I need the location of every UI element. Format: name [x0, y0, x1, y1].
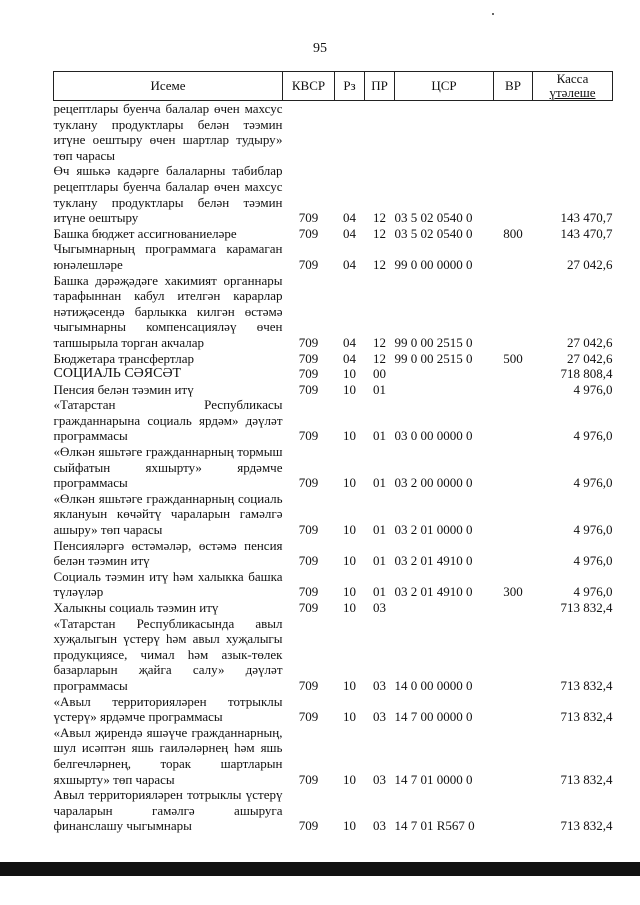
row-kvsr	[283, 101, 335, 164]
row-kvsr: 709	[298, 709, 319, 725]
row-kassa-sum: 27 042,6	[567, 256, 613, 272]
row-vr: 500	[503, 350, 523, 366]
row-name: Пенсия белән тәэмин итү	[53, 381, 194, 397]
row-name: Пенсияләргә өстәмәләр, өстәмә пенсия белән тәэмин итү	[53, 537, 283, 569]
row-csr: 14 7 01 0000 0	[394, 771, 473, 787]
row-kassa-sum: 4 976,0	[573, 522, 613, 538]
table-row	[54, 787, 613, 834]
table-row	[54, 382, 613, 398]
row-name: «Татарстан Республикасы гражданнарына социаль ярдәм» дәүләт программасы	[53, 397, 283, 444]
page-number: 95	[313, 41, 327, 56]
header-name: Исеме	[54, 72, 283, 101]
header-kvsr: КВСР	[283, 72, 335, 101]
table-row	[54, 491, 613, 538]
row-vr	[494, 787, 533, 834]
row-vr	[494, 491, 533, 538]
row-csr	[395, 600, 494, 616]
row-kassa-sum: 27 042,6	[567, 334, 613, 350]
row-vr	[494, 101, 533, 164]
row-vr	[494, 600, 533, 616]
row-kvsr: 709	[298, 522, 319, 538]
row-kvsr: 709	[298, 334, 319, 350]
table-row	[54, 569, 613, 600]
row-name: Халыкны социаль тәэмин итү	[53, 600, 219, 615]
row-vr	[494, 382, 533, 398]
row-vr	[494, 397, 533, 444]
row-pr: 01	[373, 475, 386, 491]
row-name: Социаль тәэмин итү һәм халыкка башка түләүләр	[53, 568, 283, 600]
row-kassa-sum: 4 976,0	[573, 584, 613, 600]
table-row	[54, 616, 613, 694]
row-pr: 12	[373, 256, 386, 272]
row-rz: 10	[343, 428, 356, 444]
row-rz: 04	[343, 256, 356, 272]
row-pr: 12	[373, 334, 386, 350]
row-vr	[494, 616, 533, 694]
row-name: «Өлкән яшьтәге гражданнарның социаль яклануын көчәйтү чараларын гамәлгә ашыру» төп чарасы	[53, 490, 283, 538]
row-name: СОЦИАЛЬ СӘЯСӘТ	[53, 366, 182, 382]
row-csr: 99 0 00 2515 0	[394, 350, 473, 366]
row-pr: 12	[373, 210, 386, 226]
row-rz: 10	[343, 553, 356, 569]
header-row	[54, 72, 613, 101]
row-csr: 03 2 01 0000 0	[394, 522, 473, 538]
row-vr	[494, 725, 533, 787]
header-kassa-bottom: үтәлеше	[549, 85, 596, 100]
row-vr	[494, 538, 533, 569]
row-csr: 14 0 00 0000 0	[394, 677, 473, 693]
header-kassa	[533, 72, 613, 101]
row-pr: 01	[373, 584, 386, 600]
row-csr: 03 2 01 4910 0	[394, 584, 473, 600]
table-body	[54, 101, 613, 834]
row-name: «Авыл җирендә яшәүче гражданнарның, шул исәптән яшь гаиләләрнең һәм яшь белгечләрнең, торак шартларын яхшырту» төп чарасы	[53, 724, 283, 787]
row-rz	[335, 101, 365, 164]
row-rz: 10	[343, 709, 356, 725]
header-vr: ВР	[494, 72, 533, 101]
row-kassa-sum: 4 976,0	[573, 475, 613, 491]
table-row	[54, 366, 613, 382]
row-kassa-sum: 713 832,4	[560, 600, 613, 615]
row-kassa-sum: 4 976,0	[573, 381, 613, 397]
row-name: Авыл территорияләрен тотрыклы үстерү чараларын гамәлгә ашыруга финанслашу чыгымнары	[53, 787, 283, 834]
row-csr: 03 2 00 0000 0	[394, 475, 473, 491]
row-vr: 300	[503, 584, 523, 600]
header-kassa-top: Касса	[556, 71, 589, 86]
row-vr	[494, 366, 533, 382]
row-csr: 03 5 02 0540 0	[394, 225, 473, 241]
row-rz: 04	[343, 225, 356, 241]
row-kvsr: 709	[298, 350, 319, 366]
row-pr: 03	[373, 677, 386, 693]
table-row	[54, 444, 613, 491]
row-rz: 10	[343, 771, 356, 787]
row-kassa-sum: 713 832,4	[560, 709, 613, 725]
row-rz: 04	[343, 350, 356, 366]
row-rz: 10	[343, 475, 356, 491]
row-pr: 01	[373, 553, 386, 569]
row-name: Өч яшькә кадәрге балаларны табиблар рецептлары буенча балалар өчен махсус туклану продуктлары белән тәэмин итүне оештыру	[53, 163, 283, 226]
row-vr	[494, 273, 533, 351]
row-kassa-sum: 713 832,4	[560, 771, 613, 787]
table-row	[54, 600, 613, 616]
row-name: Бюджетара трансфертлар	[53, 350, 194, 366]
table-row	[54, 241, 613, 272]
table-row	[54, 273, 613, 351]
row-pr: 03	[373, 771, 386, 787]
row-csr: 99 0 00 2515 0	[394, 334, 473, 350]
row-rz: 04	[343, 210, 356, 226]
table-row	[54, 694, 613, 725]
row-kassa-sum: 718 808,4	[560, 366, 613, 382]
row-kassa-sum: 143 470,7	[560, 225, 613, 241]
row-pr: 12	[373, 225, 386, 241]
row-kassa-sum: 143 470,7	[560, 210, 613, 226]
row-csr: 03 5 02 0540 0	[394, 210, 473, 226]
row-rz: 04	[343, 334, 356, 350]
row-pr: 03	[373, 709, 386, 725]
row-pr: 01	[373, 428, 386, 444]
row-kassa-sum: 4 976,0	[573, 553, 613, 569]
row-name: Башка бюджет ассигнованиеләре	[53, 225, 237, 241]
row-csr	[395, 101, 494, 164]
row-kassa-sum: 4 976,0	[573, 428, 613, 444]
row-csr: 99 0 00 0000 0	[394, 256, 473, 272]
row-vr	[494, 241, 533, 272]
row-name: рецептлары буенча балалар өчен махсус туклану продуктлары белән тәэмин итүне оештыру өчен шартлар тудыру» төп чарасы	[53, 101, 283, 163]
header-pr: ПР	[365, 72, 395, 101]
row-kvsr: 709	[298, 475, 319, 491]
row-vr: 800	[503, 225, 523, 241]
row-pr: 03	[373, 600, 386, 615]
row-csr	[395, 382, 494, 398]
row-vr	[494, 444, 533, 491]
row-kvsr: 709	[298, 771, 319, 787]
row-rz: 10	[343, 584, 356, 600]
row-kvsr: 709	[298, 225, 319, 241]
table-row	[54, 101, 613, 164]
header-csr: ЦСР	[395, 72, 494, 101]
table-row	[54, 226, 613, 242]
row-kvsr: 709	[298, 210, 319, 226]
table-row	[54, 397, 613, 444]
scan-bottom-bar	[0, 862, 640, 876]
row-name: «Өлкән яшьтәге гражданнарның тормыш сыйфатын яхшырту» ярдәмче программасы	[53, 444, 283, 491]
row-name: «Авыл территорияләрен тотрыклы үстерү» ярдәмче программасы	[53, 693, 283, 725]
row-rz: 10	[343, 522, 356, 538]
row-pr: 01	[373, 381, 386, 397]
row-csr	[395, 366, 494, 382]
row-vr	[494, 163, 533, 225]
row-name: Чыгымнарның программага карамаган юнәлешләре	[53, 241, 283, 272]
row-kvsr: 709	[298, 381, 319, 397]
row-rz: 10	[343, 818, 356, 834]
row-kvsr: 709	[298, 677, 319, 693]
row-pr: 03	[373, 818, 386, 834]
table-row	[54, 725, 613, 787]
row-kassa-sum: 713 832,4	[560, 818, 613, 834]
row-pr: 00	[373, 366, 386, 382]
row-name: «Татарстан Республикасында авыл хуҗалыгын үстерү һәм авыл хуҗалыгы продукциясе, чимал һәм азык-төлек базарларын җайга салу» дәүләт программасы	[53, 615, 283, 693]
row-kvsr: 709	[298, 818, 319, 834]
row-kvsr: 709	[298, 428, 319, 444]
row-kassa-sum	[533, 101, 613, 164]
row-vr	[494, 694, 533, 725]
row-rz: 10	[343, 600, 356, 615]
table-row	[54, 351, 613, 367]
row-kvsr: 709	[298, 366, 319, 382]
row-kvsr: 709	[298, 584, 319, 600]
row-kvsr: 709	[298, 256, 319, 272]
row-kassa-sum: 713 832,4	[560, 677, 613, 693]
row-kvsr: 709	[298, 553, 319, 569]
row-rz: 10	[343, 381, 356, 397]
scan-speck	[492, 13, 494, 15]
row-pr: 12	[373, 350, 386, 366]
row-pr	[365, 101, 395, 164]
row-csr: 03 0 00 0000 0	[394, 428, 473, 444]
row-csr: 14 7 01 R567 0	[394, 818, 475, 834]
row-name: Башка дәрәҗәдәге хакимият органнары тарафыннан кабул ителгән карарлар нәтиҗәсендә барлыкка килгән өстәмә чыгымнарны компенсацияләү өчен тапшырыла торган акчалар	[53, 272, 283, 350]
row-kassa-sum: 27 042,6	[567, 350, 613, 366]
table-row	[54, 163, 613, 225]
budget-table	[53, 71, 613, 834]
row-csr: 03 2 01 4910 0	[394, 553, 473, 569]
row-pr: 01	[373, 522, 386, 538]
row-kvsr: 709	[298, 600, 319, 615]
row-csr: 14 7 00 0000 0	[394, 709, 473, 725]
table-row	[54, 538, 613, 569]
row-rz: 10	[343, 677, 356, 693]
header-rz: Рз	[335, 72, 365, 101]
row-rz: 10	[343, 366, 356, 382]
